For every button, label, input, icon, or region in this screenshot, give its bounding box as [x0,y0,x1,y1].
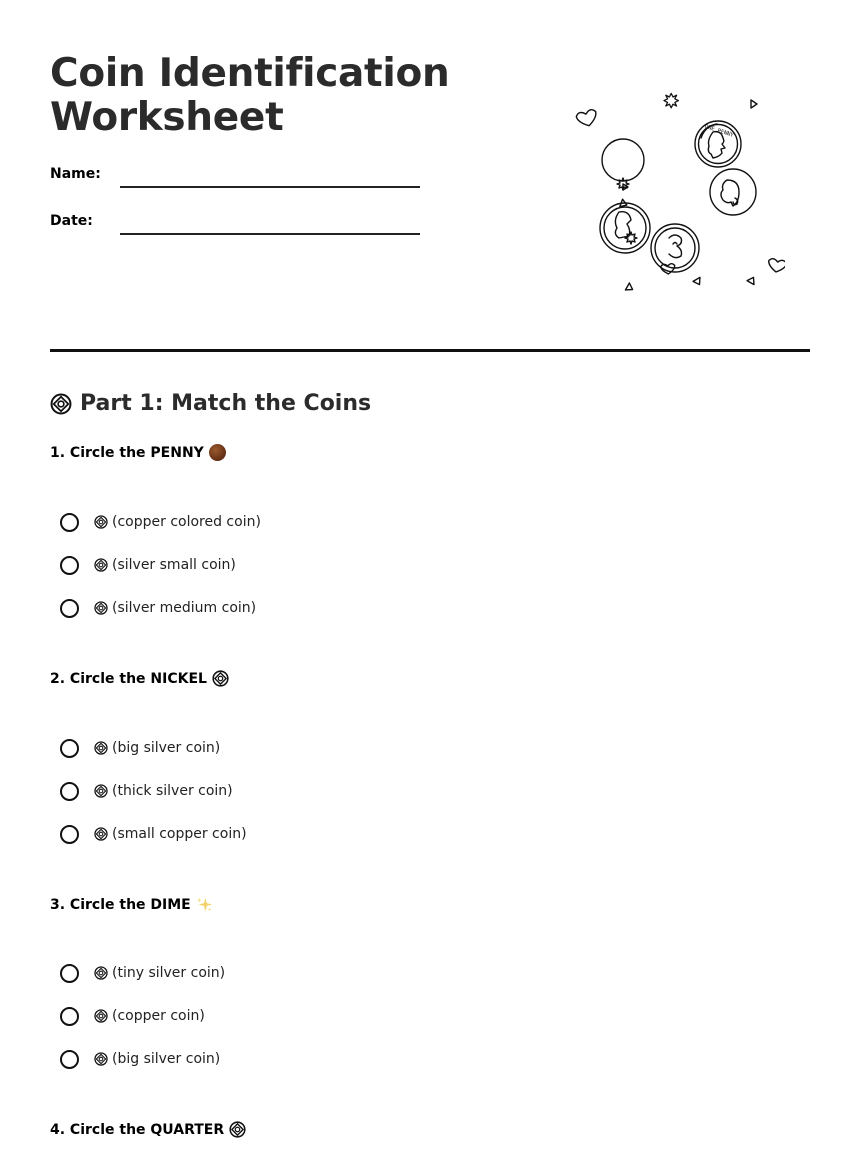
radio-circle[interactable] [60,964,79,983]
question-3 [50,896,213,913]
coin-icon [50,393,72,415]
quarter-coin [600,203,650,253]
question-4-text: 4. Circle the QUARTER [50,1121,225,1138]
radio-circle[interactable] [60,1050,79,1069]
question-2 [50,670,229,687]
option-label: (thick silver coin) [112,783,233,799]
coin-icon [212,670,229,687]
penny-coin [695,121,741,167]
option-label: (silver small coin) [112,557,236,573]
radio-circle[interactable] [60,825,79,844]
question-1-option-2[interactable] [60,552,236,578]
penny-icon [209,444,226,461]
coin-icon [94,601,108,615]
title-line-2: Worksheet [50,95,284,140]
date-label: Date: [50,213,93,229]
worksheet-page [50,0,810,1161]
coin-icon [94,784,108,798]
name-field [50,166,420,190]
nickel-coin [710,169,756,215]
question-3-text: 3. Circle the DIME [50,896,191,913]
coin-icon [94,515,108,529]
option-label: (copper colored coin) [112,514,261,530]
blank-coin [602,139,644,181]
coin-icon [94,1052,108,1066]
coin-icon [94,741,108,755]
radio-circle[interactable] [60,513,79,532]
question-1-text: 1. Circle the PENNY [50,444,204,461]
page-title [50,52,449,140]
option-label: (copper coin) [112,1008,205,1024]
name-label: Name: [50,166,101,182]
option-label: (big silver coin) [112,1051,221,1067]
coin-icon [229,1121,246,1138]
question-2-option-1[interactable] [60,735,220,761]
question-2-option-2[interactable] [60,778,233,804]
part-1-title: Part 1: Match the Coins [80,391,372,416]
sparkle-icon [196,896,213,913]
name-line[interactable] [120,186,420,188]
question-1-option-1[interactable] [60,509,261,535]
part-1-heading [50,388,371,420]
section-divider [50,349,810,352]
coin-icon [94,827,108,841]
radio-circle[interactable] [60,739,79,758]
question-2-text: 2. Circle the NICKEL [50,670,207,687]
question-3-option-1[interactable] [60,960,225,986]
radio-circle[interactable] [60,1007,79,1026]
question-3-option-2[interactable] [60,1003,205,1029]
option-label: (tiny silver coin) [112,965,226,981]
radio-circle[interactable] [60,556,79,575]
penny-inscription: ONE PENNY [703,123,735,139]
question-3-option-3[interactable] [60,1046,220,1072]
question-1-option-3[interactable] [60,595,256,621]
coin-icon [94,558,108,572]
title-line-1: Coin Identification [50,51,450,96]
coin-icon [94,966,108,980]
date-line[interactable] [120,233,420,235]
radio-circle[interactable] [60,782,79,801]
question-1 [50,444,226,461]
question-4 [50,1121,246,1138]
question-2-option-3[interactable] [60,821,247,847]
option-label: (big silver coin) [112,740,221,756]
option-label: (small copper coin) [112,826,247,842]
radio-circle[interactable] [60,599,79,618]
coin-icon [94,1009,108,1023]
coins-and-hearts-illustration [565,88,785,298]
date-field [50,213,420,237]
option-label: (silver medium coin) [112,600,257,616]
